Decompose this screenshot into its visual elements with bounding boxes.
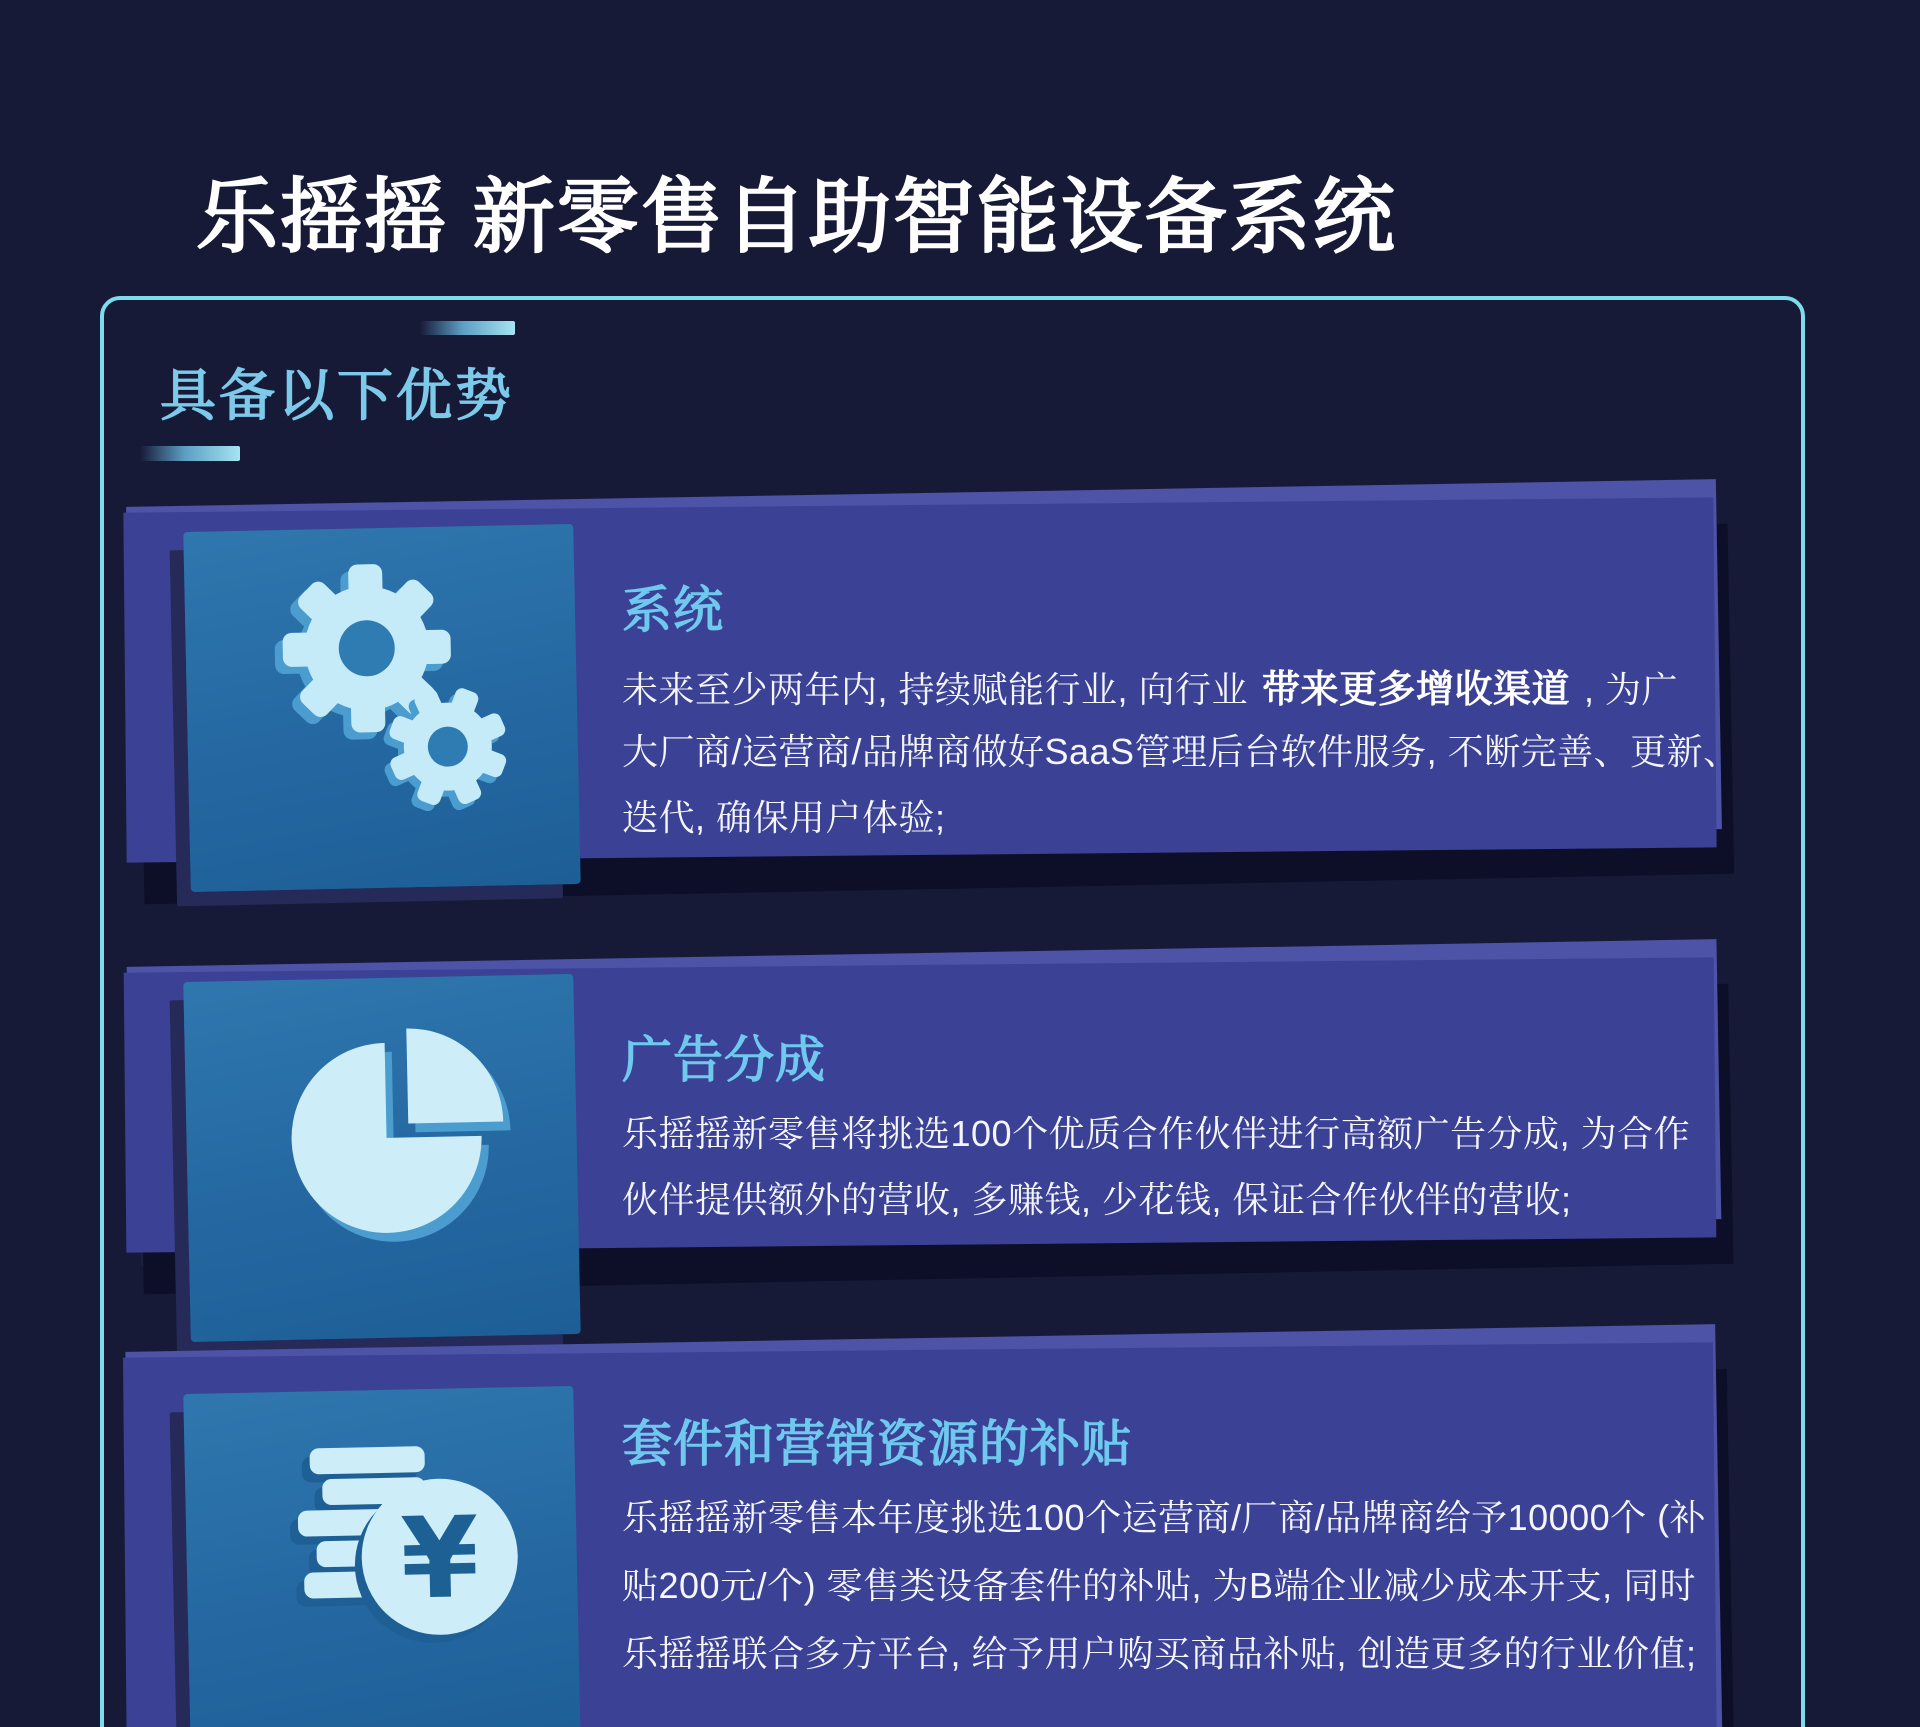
icon-tile-ad-share — [183, 974, 580, 1342]
bold-highlight: 带来更多增收渠道 — [1262, 669, 1571, 711]
section-header: 具备以下优势 — [160, 364, 514, 427]
card-body-line — [622, 658, 1678, 713]
card-title-ad-share: 广告分成 — [622, 1032, 826, 1088]
card-body-line: 贴200元/个) 零售类设备套件的补贴, 为B端企业减少成本开支, 同时 — [622, 1565, 1697, 1606]
gears-icon — [183, 524, 580, 892]
icon-tile-system — [183, 524, 580, 892]
body-text: 未来至少两年内, 持续赋能行业, 向行业 — [622, 669, 1249, 710]
card-body-line: 大厂商/运营商/品牌商做好SaaS管理后台软件服务, 不断完善、更新、 — [622, 731, 1740, 772]
card-title-subsidy: 套件和营销资源的补贴 — [622, 1416, 1132, 1472]
card-body-line: 乐摇摇新零售将挑选100个优质合作伙伴进行高额广告分成, 为合作 — [622, 1113, 1691, 1154]
coins-icon — [183, 1386, 580, 1727]
deco-streak — [420, 321, 515, 335]
poster-title: 乐摇摇 新零售自助智能设备系统 — [196, 172, 1397, 263]
card-body-line: 乐摇摇联合多方平台, 给予用户购买商品补贴, 创造更多的行业价值; — [622, 1633, 1697, 1674]
pie-chart-icon — [183, 974, 580, 1342]
card-body-line: 乐摇摇新零售本年度挑选100个运营商/厂商/品牌商给予10000个 (补 — [622, 1497, 1707, 1538]
card-body-line: 迭代, 确保用户体验; — [622, 797, 946, 838]
icon-tile-subsidy — [183, 1386, 580, 1727]
svg-text:¥: ¥ — [399, 1492, 481, 1625]
card-title-system: 系统 — [622, 582, 724, 638]
body-text: , 为广 — [1584, 669, 1679, 710]
card-body-line: 伙伴提供额外的营收, 多赚钱, 少花钱, 保证合作伙伴的营收; — [622, 1179, 1572, 1220]
deco-streak — [140, 446, 240, 461]
